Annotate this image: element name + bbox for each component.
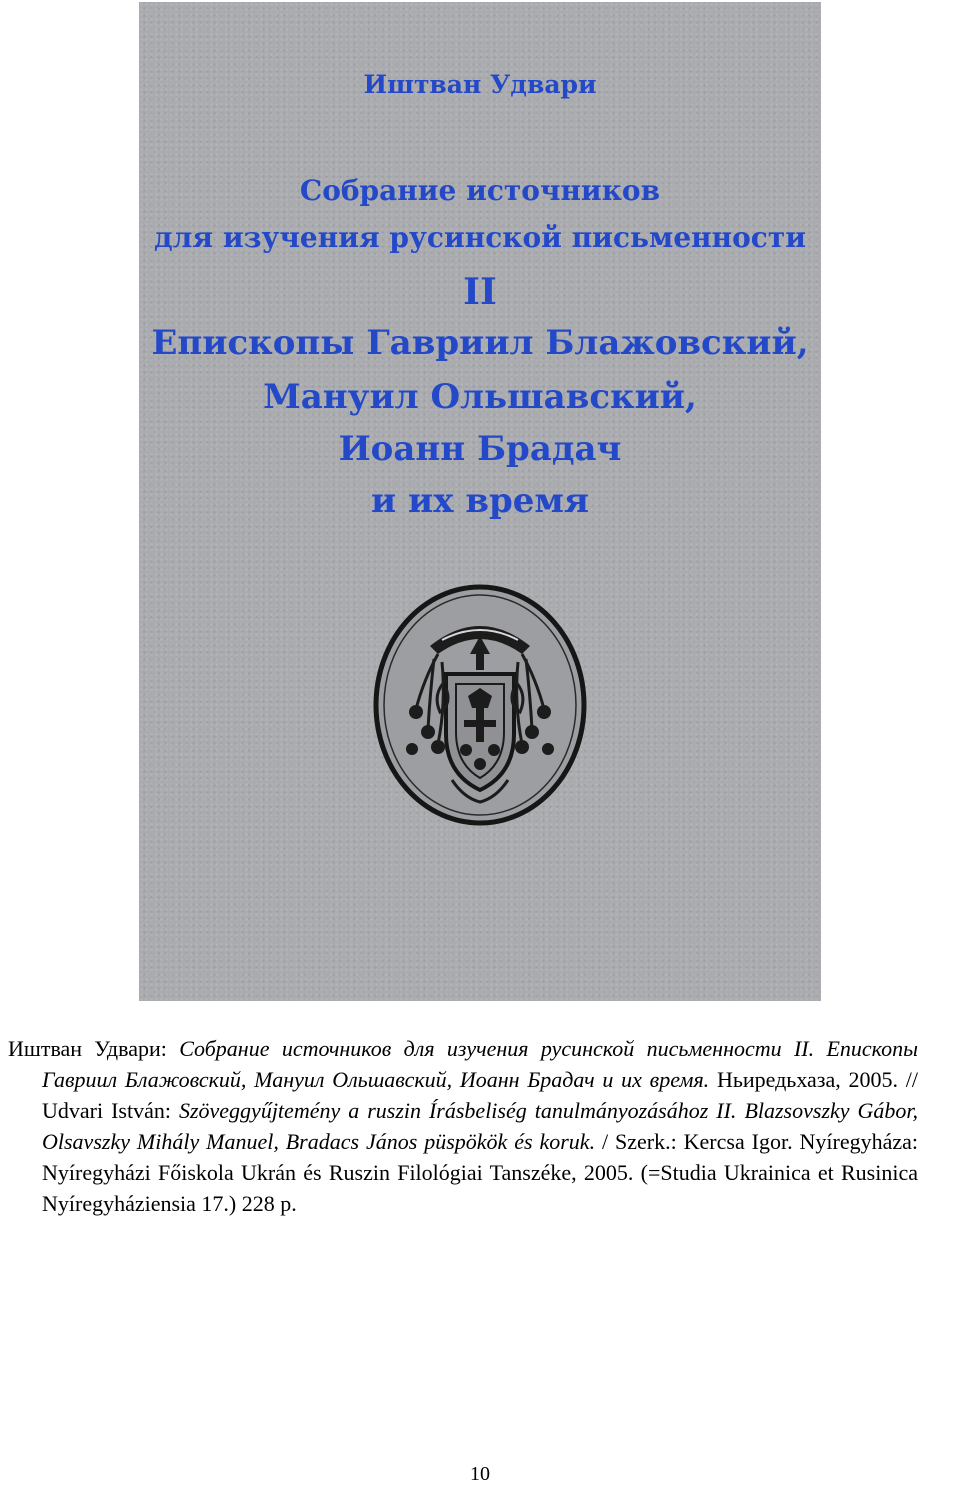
bibliographic-caption (8, 1033, 919, 1219)
caption-place-year-ru: Ньиредьхаза, 2005. // (716, 1067, 918, 1092)
book-cover-image (139, 2, 821, 1001)
cover-volume: II (463, 271, 497, 313)
cover-bishops-line-2: Мануил Ольшавский, (263, 377, 697, 417)
page-number: 10 (470, 1463, 490, 1485)
cover-bishops-line-3: Иоанн Брадач (338, 429, 622, 469)
cover-title-line-1: Собрание источников (299, 174, 661, 207)
cover-bishops-line-4: и их время (370, 481, 590, 521)
caption-author-hu: Udvari István: (42, 1098, 171, 1123)
caption-title-ru: Собрание источников для изучения русинской письменности II. Епископы Гавриил Блажовский, Мануил Ольшавский, Иоанн Брадач и их время. (42, 1036, 919, 1092)
cover-title-line-2: для изучения русинской письменности (154, 221, 806, 254)
caption-author-ru: Иштван Удвари: (8, 1036, 167, 1061)
cover-bishops-line-1: Епископы Гавриил Блажовский, (151, 323, 809, 363)
coat-of-arms-seal-icon (372, 584, 588, 826)
caption-subtitle-hu: Blazsovszky Gábor, Olsavszky Mihály Manuel, Bradacs János püspökök és koruk. (42, 1098, 919, 1154)
caption-title-hu: Szöveggyűjtemény a ruszin Írásbeliség tanulmányozásához II. (178, 1098, 737, 1123)
caption-editor-publisher-hu: / Szerk.: Kercsa Igor. Nyíregyháza: Nyíregyházi Főiskola Ukrán és Ruszin Filológiai Tanszéke, 2005. (=Studia Ukrainica et Rusinica Nyíregyháziensia 17.) 228 p. (42, 1129, 918, 1216)
cover-author: Иштван Удвари (363, 70, 597, 99)
